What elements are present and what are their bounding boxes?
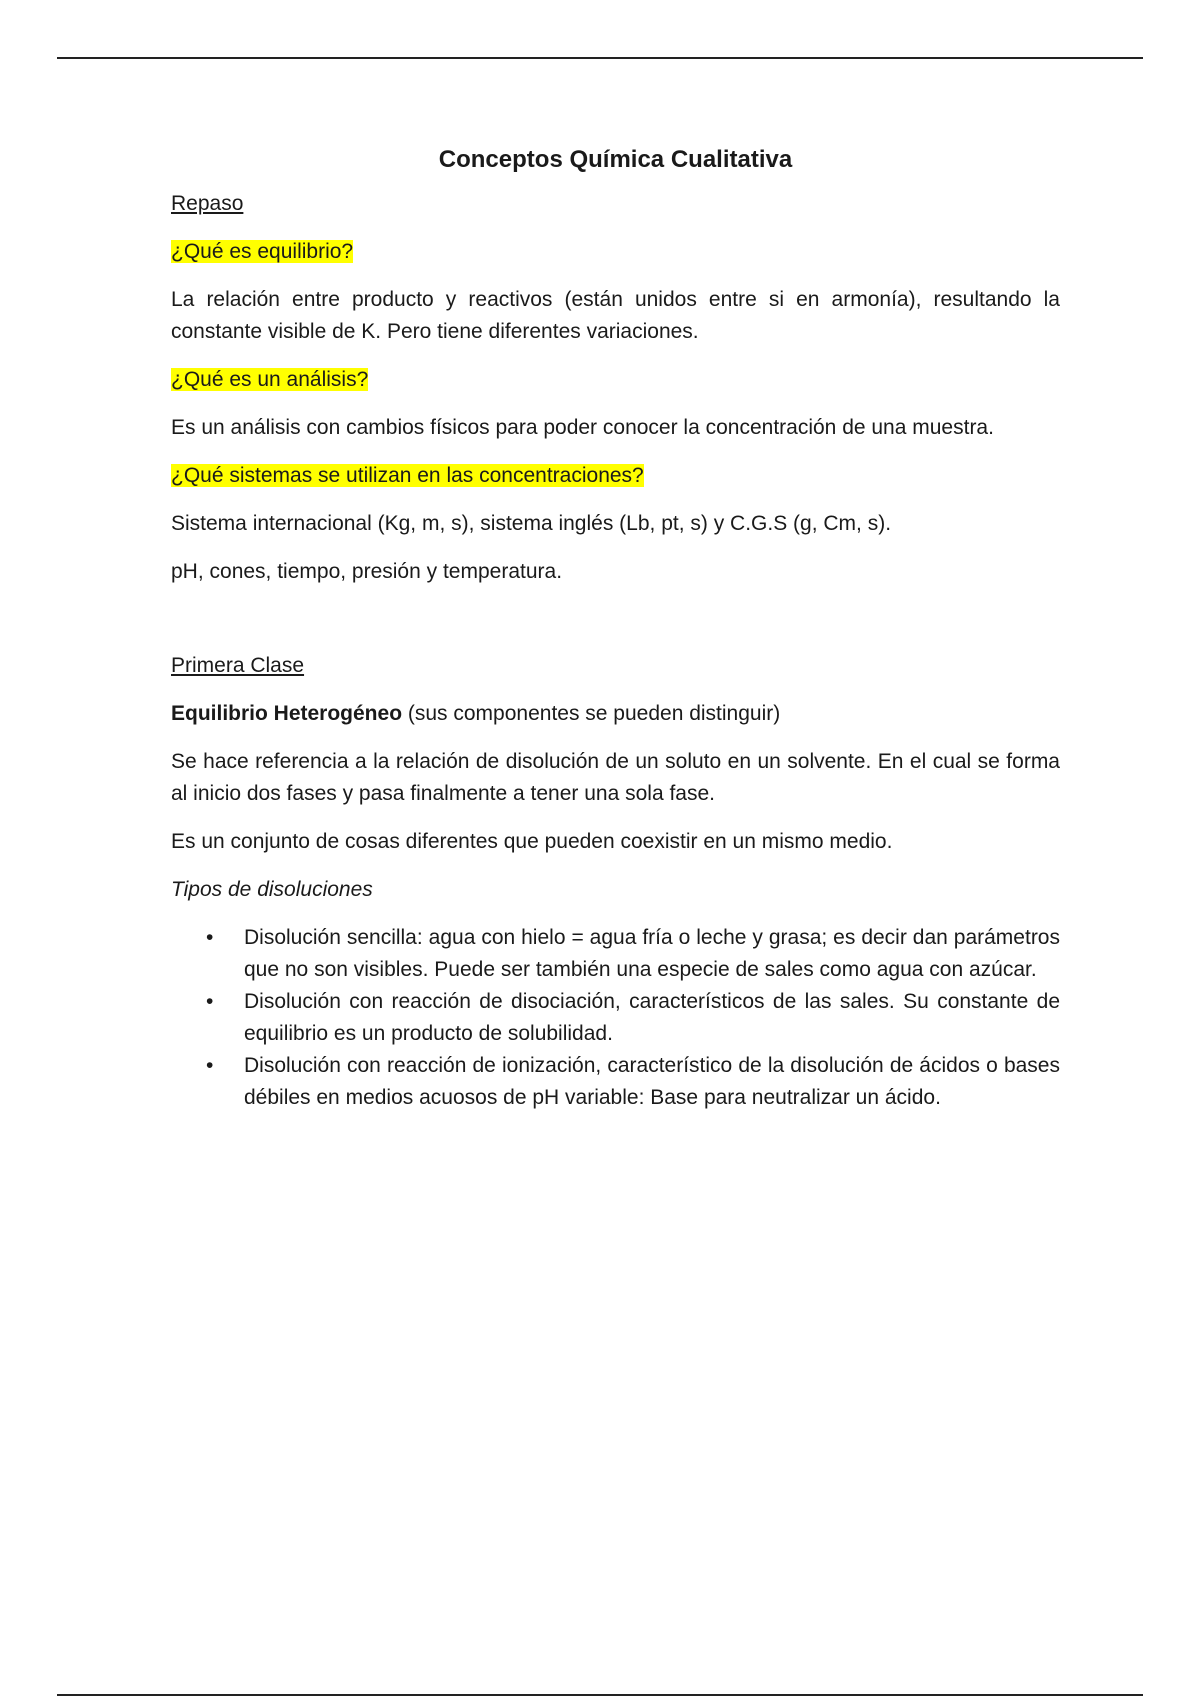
list-item — [206, 922, 1060, 986]
repaso-heading-text: Repaso — [171, 192, 244, 215]
paragraph-1: Se hace referencia a la relación de disolución de un soluto en un solvente. En el cual se forma al inicio dos fases y pasa finalmente a tener una sola fase. — [171, 750, 1060, 805]
paragraph-2: Es un conjunto de cosas diferentes que pueden coexistir en un mismo medio. — [171, 830, 893, 853]
header-rule — [57, 57, 1143, 59]
document-title: Conceptos Química Cualitativa — [438, 146, 793, 173]
list-item — [206, 986, 1060, 1050]
answer-1: La relación entre producto y reactivos (están unidos entre si en armonía), resultando la constante visible de K. Pero tiene diferentes variaciones. — [171, 288, 1060, 343]
term-note: (sus componentes se pueden distinguir) — [402, 702, 781, 725]
section-spacer — [171, 604, 1060, 650]
answer-3: Sistema internacional (Kg, m, s), sistema inglés (Lb, pt, s) y C.G.S (g, Cm, s). — [171, 512, 892, 535]
section-heading-repaso — [171, 188, 1060, 220]
document-body — [171, 140, 1060, 1114]
question-1 — [171, 236, 1060, 268]
bullet-icon: • — [206, 1054, 214, 1077]
list-item-text: Disolución con reacción de disociación, característicos de las sales. Su constante de equilibrio es un producto de solubilidad. — [244, 990, 1060, 1045]
footer-rule — [57, 1694, 1143, 1696]
primera-heading-text: Primera Clase — [171, 654, 305, 677]
answer-2: Es un análisis con cambios físicos para poder conocer la concentración de una muestra. — [171, 416, 994, 439]
list-item — [206, 1050, 1060, 1114]
bullet-list — [171, 922, 1060, 1114]
term-bold: Equilibrio Heterogéneo — [171, 702, 403, 725]
question-1-text: ¿Qué es equilibrio? — [171, 240, 354, 263]
bullet-icon: • — [206, 926, 214, 949]
list-item-text: Disolución sencilla: agua con hielo = agua fría o leche y grasa; es decir dan parámetros que no son visibles. Puede ser también una especie de sales como agua con azúcar. — [244, 926, 1060, 981]
list-item-text: Disolución con reacción de ionización, característico de la disolución de ácidos o bases débiles en medios acuosos de pH variable: Base para neutralizar un ácido. — [244, 1054, 1060, 1109]
question-2-text: ¿Qué es un análisis? — [171, 368, 369, 391]
question-2 — [171, 364, 1060, 396]
question-3 — [171, 460, 1060, 492]
question-3-text: ¿Qué sistemas se utilizan en las concentraciones? — [171, 464, 644, 487]
term-paragraph — [171, 698, 1060, 730]
subheading-tipos: Tipos de disoluciones — [171, 878, 373, 901]
section-heading-primera — [171, 650, 1060, 682]
bullet-icon: • — [206, 990, 214, 1013]
answer-3b: pH, cones, tiempo, presión y temperatura. — [171, 560, 563, 583]
